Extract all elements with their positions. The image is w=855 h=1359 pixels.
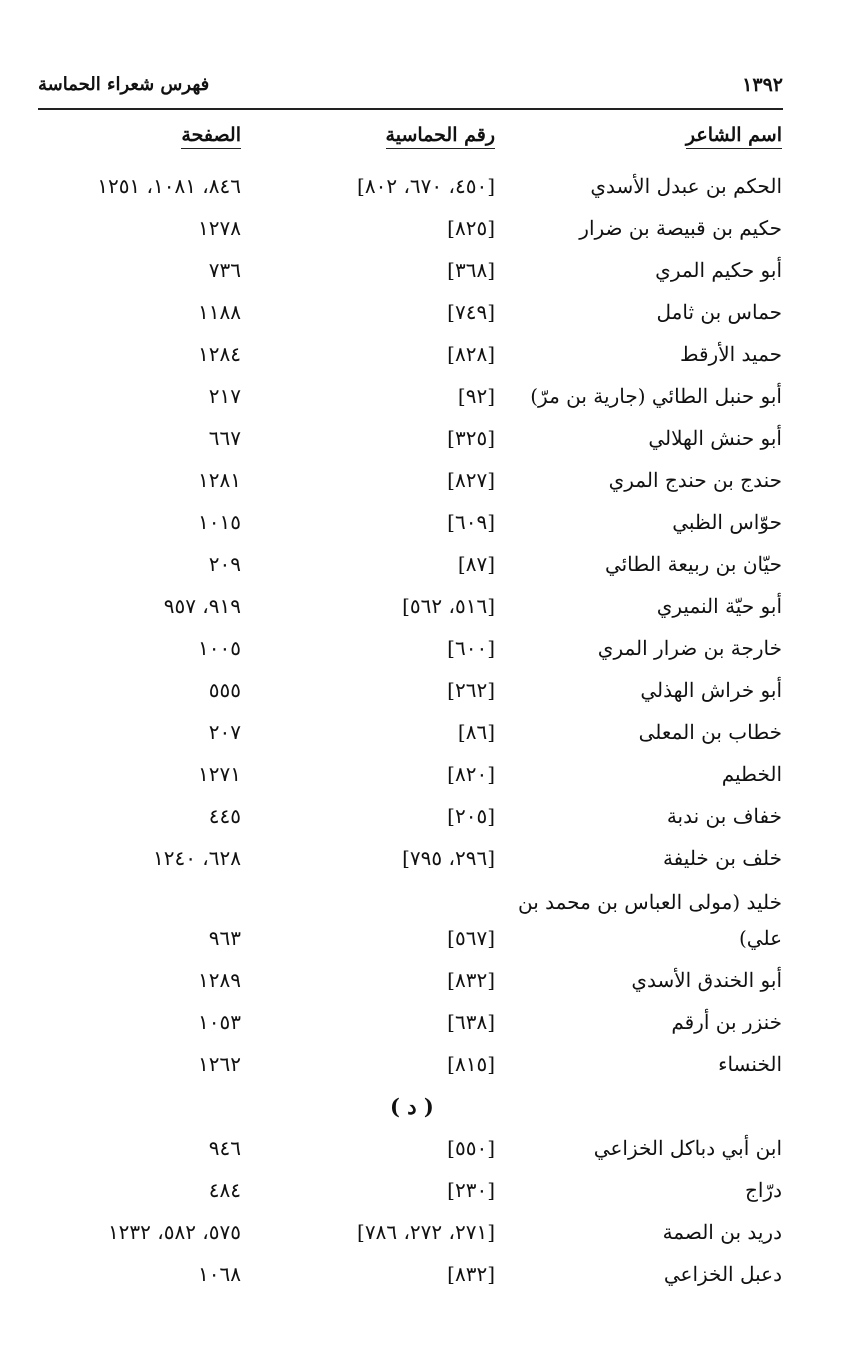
- hamasa-number: [٢٦٢]: [447, 678, 495, 702]
- hamasa-number: [٨٧]: [457, 552, 495, 576]
- hamasa-number: [٣٦٨]: [447, 258, 495, 282]
- table-row: [0, 882, 855, 962]
- entries-group: [0, 168, 855, 1088]
- hamasa-number: [٦٠٠]: [447, 636, 495, 660]
- page-numbers: ٤٤٥: [208, 804, 241, 828]
- page-numbers: ١٠٥٣: [198, 1010, 241, 1034]
- poet-name: الحكم بن عبدل الأسدي: [590, 174, 782, 198]
- poet-name: أبو حنبل الطائي (جارية بن مرّ): [530, 384, 782, 408]
- hamasa-number: [٨٢٥]: [447, 216, 495, 240]
- page-numbers: ١٠٦٨: [198, 1262, 241, 1286]
- page-numbers: ٩٤٦: [208, 1136, 241, 1160]
- poet-name: أبو حيّة النميري: [656, 594, 782, 618]
- table-row: [0, 840, 855, 882]
- hamasa-number: [٨٣٢]: [447, 1262, 495, 1286]
- poet-name: حميد الأرقط: [680, 342, 782, 366]
- table-row: [0, 378, 855, 420]
- table-row: [0, 672, 855, 714]
- column-header-page: الصفحة: [181, 124, 241, 146]
- poet-name: خارجة بن ضرار المري: [597, 636, 782, 660]
- poet-name: دعبل الخزاعي: [663, 1262, 782, 1286]
- table-row: [0, 1004, 855, 1046]
- hamasa-number: [٢٠٥]: [447, 804, 495, 828]
- hamasa-number: [٦٠٩]: [447, 510, 495, 534]
- page-numbers: ٨٤٦، ١٠٨١، ١٢٥١: [97, 174, 241, 198]
- page-numbers: ٤٨٤: [208, 1178, 241, 1202]
- poet-name: ابن أبي دباكل الخزاعي: [593, 1136, 782, 1160]
- table-row: [0, 756, 855, 798]
- poet-name: أبو الخندق الأسدي: [631, 968, 782, 992]
- hamasa-number: [٨٢٨]: [447, 342, 495, 366]
- table-row: [0, 210, 855, 252]
- poet-name: حوّاس الظبي: [672, 510, 782, 534]
- page-numbers: ١٢٨١: [198, 468, 241, 492]
- table-row: [0, 1130, 855, 1172]
- hamasa-number: [٩٢]: [457, 384, 495, 408]
- running-title: فهرس شعراء الحماسة: [38, 74, 210, 95]
- page-numbers: ١٢٦٢: [198, 1052, 241, 1076]
- page-numbers: ٥٧٥، ٥٨٢، ١٢٣٢: [107, 1220, 241, 1244]
- hamasa-number: [٥٦٧]: [447, 926, 495, 950]
- hamasa-number: [٦٣٨]: [447, 1010, 495, 1034]
- page-numbers: ١٢٧١: [198, 762, 241, 786]
- poet-name: أبو حكيم المري: [655, 258, 782, 282]
- page-numbers: ٩٦٣: [208, 926, 241, 950]
- hamasa-number: [٧٤٩]: [447, 300, 495, 324]
- page-numbers: ٦٢٨، ١٢٤٠: [152, 846, 241, 870]
- entries-group-dal: [0, 1130, 855, 1298]
- hamasa-number: [٥٥٠]: [447, 1136, 495, 1160]
- poet-name: أبو خراش الهذلي: [640, 678, 782, 702]
- table-row: [0, 630, 855, 672]
- page-header: [38, 70, 783, 110]
- table-row: [0, 1046, 855, 1088]
- hamasa-number: [٨٢٠]: [447, 762, 495, 786]
- index-table: [0, 168, 855, 1298]
- table-row: [0, 294, 855, 336]
- page-numbers: ٢١٧: [208, 384, 241, 408]
- hamasa-number: [٥١٦، ٥٦٢]: [402, 594, 495, 618]
- page-numbers: ٩١٩، ٩٥٧: [163, 594, 241, 618]
- table-row: [0, 336, 855, 378]
- hamasa-number: [٢٧١، ٢٧٢، ٧٨٦]: [357, 1220, 495, 1244]
- table-row: [0, 504, 855, 546]
- table-row: [0, 1172, 855, 1214]
- poet-name: حيّان بن ربيعة الطائي: [604, 552, 782, 576]
- poet-name: خنزر بن أرقم: [671, 1010, 782, 1034]
- poet-name: حكيم بن قبيصة بن ضرار: [579, 216, 782, 240]
- page-numbers: ١١٨٨: [198, 300, 241, 324]
- table-row: [0, 462, 855, 504]
- poet-name: الخطيم: [721, 762, 782, 786]
- poet-name: الخنساء: [718, 1052, 782, 1076]
- table-row: [0, 168, 855, 210]
- hamasa-number: [٣٢٥]: [447, 426, 495, 450]
- hamasa-number: [٢٩٦، ٧٩٥]: [402, 846, 495, 870]
- hamasa-number: [٤٥٠، ٦٧٠، ٨٠٢]: [357, 174, 495, 198]
- poet-name: درّاج: [744, 1178, 782, 1202]
- poet-name: أبو حنش الهلالي: [648, 426, 782, 450]
- page-numbers: ٦٦٧: [208, 426, 241, 450]
- poet-name: خلف بن خليفة: [662, 846, 782, 870]
- table-row: [0, 588, 855, 630]
- page-numbers: ٢٠٩: [208, 552, 241, 576]
- column-header-poet: اسم الشاعر: [686, 124, 782, 146]
- poet-name: خطاب بن المعلى: [638, 720, 782, 744]
- page-numbers: ٧٣٦: [208, 258, 241, 282]
- poet-name: دريد بن الصمة: [662, 1220, 782, 1244]
- table-row: [0, 714, 855, 756]
- section-heading: ( د ): [390, 1094, 434, 1119]
- poet-name: حندج بن حندج المري: [608, 468, 782, 492]
- column-header-hamasa: رقم الحماسية: [386, 124, 495, 146]
- hamasa-number: [٢٣٠]: [447, 1178, 495, 1202]
- table-row: [0, 546, 855, 588]
- page-numbers: ١٠١٥: [198, 510, 241, 534]
- table-row: [0, 798, 855, 840]
- table-row: [0, 1214, 855, 1256]
- page-numbers: ٢٠٧: [208, 720, 241, 744]
- poet-name: خليد (مولى العباس بن محمد بن علي): [517, 890, 782, 950]
- page-numbers: ١٢٧٨: [198, 216, 241, 240]
- page-numbers: ٥٥٥: [208, 678, 241, 702]
- page-numbers: ١٢٨٤: [198, 342, 241, 366]
- page-numbers: ١٠٠٥: [198, 636, 241, 660]
- poet-name: حماس بن ثامل: [656, 300, 782, 324]
- table-row: [0, 420, 855, 462]
- hamasa-number: [٨١٥]: [447, 1052, 495, 1076]
- hamasa-number: [٨٣٢]: [447, 968, 495, 992]
- table-row: [0, 962, 855, 1004]
- hamasa-number: [٨٢٧]: [447, 468, 495, 492]
- table-row: [0, 252, 855, 294]
- page-numbers: ١٢٨٩: [198, 968, 241, 992]
- poet-name: خفاف بن ندبة: [666, 804, 782, 828]
- hamasa-number: [٨٦]: [457, 720, 495, 744]
- page-number: ١٣٩٢: [742, 74, 783, 96]
- table-row: [0, 1256, 855, 1298]
